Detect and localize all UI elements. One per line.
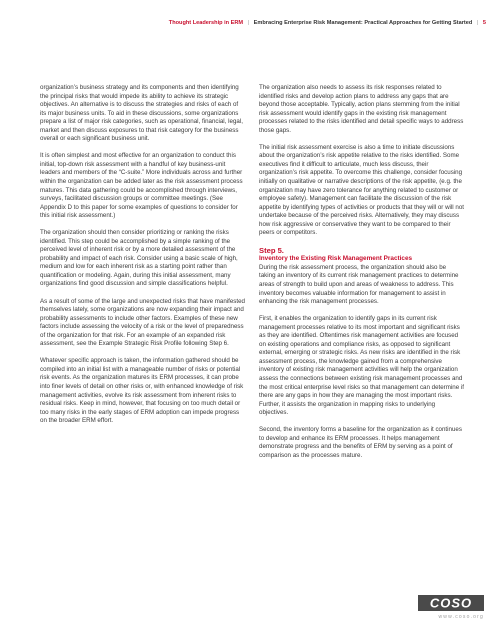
left-column (40, 84, 245, 434)
paragraph: First, it enables the organization to identify gaps in its current risk management processes relative to its most important and significant risks as they are identified. Oftentimes risk management activities are focused on existing operations and compliance risks, as opposed to significant external, emerging or strategic risks. As new risks are identified in the risk assessment process, the knowledge gained from a comprehensive inventory of existing risk management activities will help the organization assess the connections between existing risk management processes and the most critical enterprise level risks so that management can determine if there are any gaps in how they are managing the most important risks. Further, it assists the organization in mapping risks to underlying objectives. (259, 315, 464, 417)
paragraph: Whatever specific approach is taken, the information gathered should be compiled into an initial list with a manageable number of risks or potential risk events. As the organization matures its ERM processes, it can probe into finer levels of detail on other risks or, with enhanced knowledge of risk management activities, evolve its risk assessment from inherent risks to residual risks. Keep in mind, however, that focusing on too much detail or too many risks in the early stages of ERM adoption can impede progress on the broader ERM effort. (40, 357, 244, 425)
paragraph: Second, the inventory forms a baseline for the organization as it continues to develop and enhance its ERM processes. It helps management demonstrate progress and the benefits of ERM by serving as a point of comparison as the processes mature. (259, 426, 462, 459)
step-subheading: Inventory the Existing Risk Management Practices (259, 255, 413, 263)
header-separator: | (247, 20, 250, 26)
page-number: 5 (482, 20, 486, 26)
paragraph: organization’s business strategy and its components and then identifying the principal risks that would impede its ability to achieve its strategic objectives. An alternative is to discuss the strategies and risks of each of its major business units. To aid in these discussions, some organizations prepare a list of major risk categories, such as operational, financial, legal, market and then discuss exposures to that risk category for the business overall or each significant business unit. (40, 84, 243, 143)
running-header (40, 19, 486, 27)
paragraph: As a result of some of the large and unexpected risks that have manifested themselves lately, some organizations are now expanding their impact and probability assessments to include other factors. Examples of these new factors include assessing the velocity of a risk or the level of preparedness of the organization for that risk. For an example of an expanded risk assessment, see the Example Strategic Risk Profile following Step 6. (40, 297, 245, 348)
coso-logo-text: COSO (429, 595, 473, 611)
step-heading: Step 5. (259, 246, 284, 256)
coso-logo (418, 595, 484, 611)
paragraph: It is often simplest and most effective for an organization to conduct this initial, top-down risk assessment with a handful of key business-unit leaders and members of the “C-suite.” More individuals across and further within the organization can be added later as the risk assessment process matures. This data gathering could be accomplished through interviews, surveys, facilitated discussion groups or committee meetings. (See Appendix D to this paper for some examples of questions to consider for this initial risk assessment.) (40, 152, 243, 220)
paragraph: The initial risk assessment exercise is also a time to initiate discussions about the organization’s risk appetite relative to the risks identified. Some executives find it difficult to articulate, much less discuss, their organization’s risk appetite. To overcome this challenge, consider focusing initially on qualitative or narrative descriptions of the risk appetite, (e.g. the organization may have zero tolerance for anything related to customer or employee safety). Management can facilitate the discussion of the risk appetite by identifying types of activities or products that they will or will not undertake because of the perceived risks. Alternatively, they may discuss how risk aggressive or conservative they want to be compared to their peers or competitors. (259, 143, 464, 237)
header-separator-2: | (476, 20, 479, 26)
paragraph: The organization also needs to assess its risk responses related to identified risks and develop action plans to address any gaps that are beyond those acceptable. Typically, action plans stemming from the initial risk assessment would identify gaps in the existing risk management processes related to the risks identified and detail specific ways to address those gaps. (259, 84, 464, 134)
footer-url: www.coso.org (438, 614, 484, 620)
header-title: Embracing Enterprise Risk Management: Practical Approaches for Getting Started (253, 20, 473, 26)
paragraph: During the risk assessment process, the organization should also be taking an inventory of its current risk management practices to determine areas of strength to build upon and areas of weakness to address. This inventory becomes valuable information for management to assist in enhancing the risk management processes. (259, 263, 459, 306)
paragraph: The organization should then consider prioritizing or ranking the risks identified. This step could be accomplished by a simple ranking of the perceived level of inherent risk or by a more detailed assessment of the probability and impact of each risk. Consider using a basic scale of high, medium and low for each inherent risk as a starting point rather than quantification or modeling. Again, during this initial assessment, many organizations find good discussion and simple classifications helpful. (40, 229, 238, 288)
header-series: Thought Leadership in ERM (168, 20, 244, 26)
right-column (259, 84, 464, 469)
